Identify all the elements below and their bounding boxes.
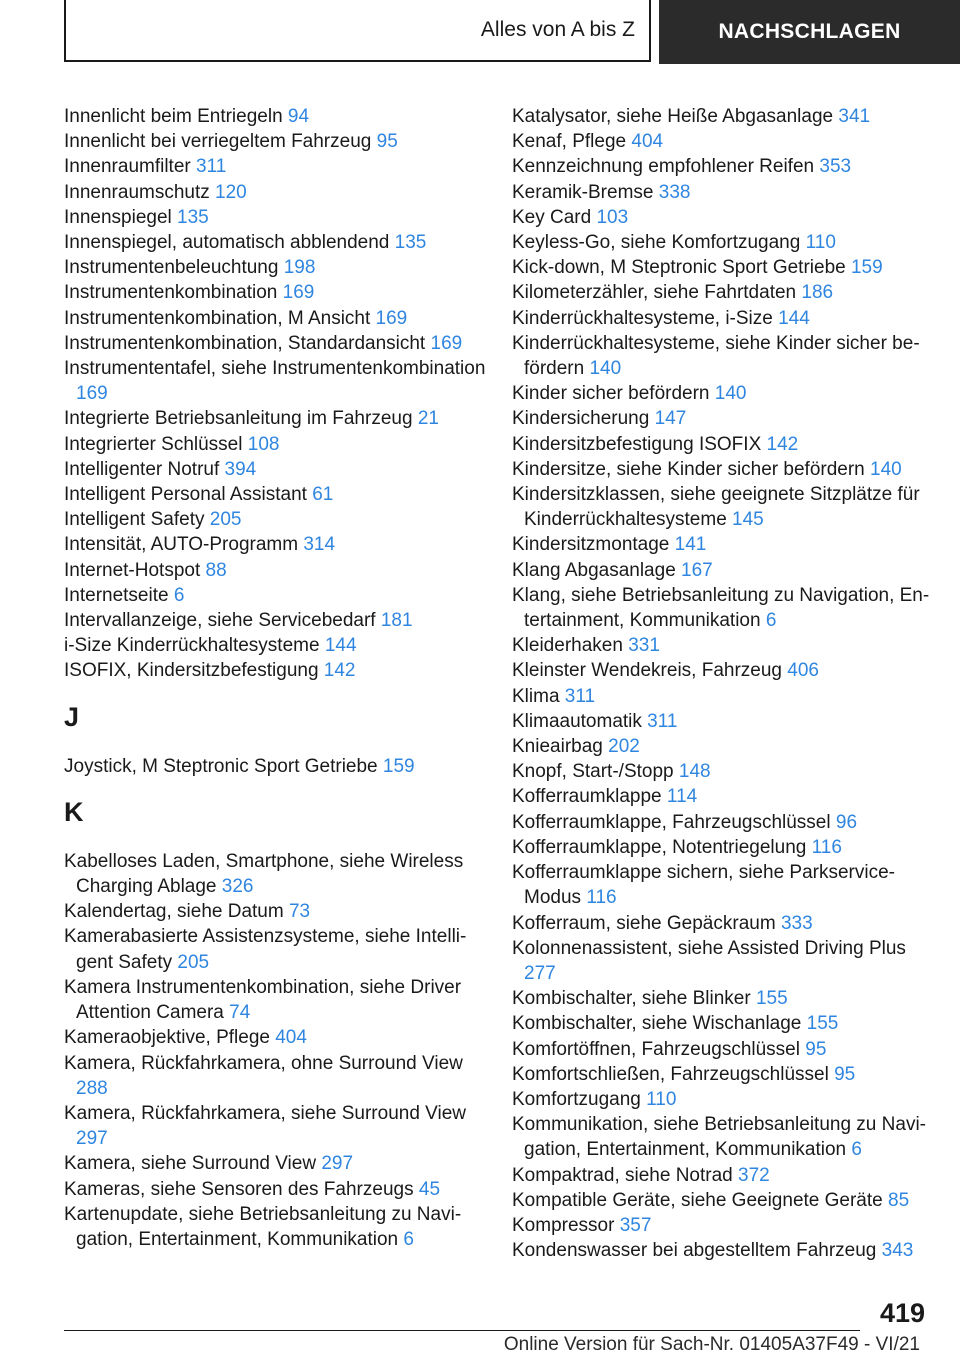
index-term: Kolonnenassistent, siehe Assisted Driving Plus	[512, 937, 906, 959]
index-entry	[512, 558, 942, 583]
index-term: Kamera Instrumentenkombination, siehe Driver Attention Camera	[64, 976, 462, 1024]
index-entry	[64, 154, 494, 179]
page-reference-link[interactable]: 116	[811, 836, 842, 858]
index-term: Kamerabasierte Assistenzsysteme, siehe Intelligent Safety	[64, 926, 467, 973]
page-reference-link[interactable]: 205	[177, 951, 210, 973]
page-reference-link[interactable]: 141	[674, 534, 707, 556]
index-entry	[64, 507, 494, 532]
page-reference-link[interactable]: 353	[819, 156, 852, 178]
page-reference-link[interactable]: 114	[666, 786, 698, 808]
page-reference-link[interactable]: 406	[787, 660, 819, 682]
index-entry	[512, 1087, 942, 1112]
index-entry	[64, 633, 494, 658]
page-reference-link[interactable]: 142	[323, 660, 356, 682]
page-reference-link[interactable]: 338	[658, 181, 691, 203]
index-entry	[64, 849, 494, 899]
index-term: Keramik-Bremse	[512, 181, 654, 203]
page-reference-link[interactable]: 95	[376, 131, 398, 153]
page-reference-link[interactable]: 74	[229, 1002, 251, 1024]
index-term: Kamera, Rückfahrkamera, ohne Surround View	[64, 1052, 463, 1074]
index-entry	[512, 1011, 942, 1036]
index-term: Key Card	[512, 206, 592, 228]
index-entry	[512, 532, 942, 557]
page-header	[64, 0, 960, 64]
page-reference-link[interactable]: 135	[394, 232, 427, 254]
page-reference-link[interactable]: 6	[851, 1139, 862, 1161]
index-term: Klimaautomatik	[512, 710, 642, 732]
page-reference-link[interactable]: 198	[283, 257, 316, 279]
index-entry	[64, 280, 494, 305]
page-reference-link[interactable]: 144	[778, 307, 810, 329]
index-entry	[64, 1051, 494, 1101]
index-entry	[512, 1238, 942, 1263]
index-entry	[64, 406, 494, 431]
page-reference-link[interactable]: 140	[870, 458, 902, 480]
index-term: Knieairbag	[512, 736, 603, 758]
page-reference-link[interactable]: 181	[380, 610, 413, 632]
index-term: Integrierter Schlüssel	[64, 433, 243, 455]
page-reference-link[interactable]: 140	[589, 358, 622, 380]
page-reference-link[interactable]: 314	[303, 534, 336, 556]
index-entry	[64, 129, 494, 154]
index-term: Instrumentenbeleuchtung	[64, 257, 279, 279]
index-entry	[64, 432, 494, 457]
index-entry	[512, 835, 942, 860]
page-number: 419	[879, 1298, 925, 1328]
page-reference-link[interactable]: 95	[834, 1063, 856, 1085]
page-reference-link[interactable]: 144	[324, 635, 357, 657]
index-term: Klima	[512, 685, 560, 707]
index-term: Kick-down, M Steptronic Sport Getriebe	[512, 257, 846, 279]
index-entry	[512, 684, 942, 709]
index-entry	[64, 104, 494, 129]
index-term: Kinderrückhaltesysteme, siehe Kinder sicher befördern	[512, 332, 920, 380]
index-term: Kartenupdate, siehe Betriebsanleitung zu Navigation, Entertainment, Kommunikation	[64, 1203, 462, 1250]
index-entry	[512, 255, 942, 280]
index-entry	[512, 784, 942, 809]
index-entry	[512, 734, 942, 759]
index-entry	[512, 759, 942, 784]
index-term: Kofferraumklappe sichern, siehe Parkservice-Modus	[512, 862, 895, 909]
index-entry	[512, 129, 942, 154]
page-reference-link[interactable]: 73	[288, 901, 311, 923]
page-reference-link[interactable]: 277	[524, 962, 556, 984]
page-reference-link[interactable]: 311	[196, 156, 227, 178]
index-term: Kameras, siehe Sensoren des Fahrzeugs	[64, 1178, 414, 1200]
index-term: Kamera, siehe Surround View	[64, 1153, 317, 1175]
index-term: Kompaktrad, siehe Notrad	[512, 1164, 733, 1186]
index-entry	[512, 810, 942, 835]
index-term: Instrumentenkombination	[64, 282, 278, 304]
index-entry	[512, 381, 942, 406]
index-term: Kombischalter, siehe Wischanlage	[512, 1013, 802, 1035]
index-entry	[512, 154, 942, 179]
page-reference-link[interactable]: 61	[312, 484, 334, 506]
index-entry	[512, 306, 942, 331]
index-entry	[512, 1188, 942, 1213]
index-term: Kenaf, Pflege	[512, 131, 627, 153]
page-reference-link[interactable]: 6	[765, 610, 777, 632]
page-reference-link[interactable]: 145	[732, 509, 764, 531]
index-term: Kilometerzähler, siehe Fahrtdaten	[512, 282, 797, 304]
index-column-left	[64, 104, 494, 1252]
index-term: Joystick, M Steptronic Sport Getriebe	[64, 755, 378, 777]
index-term: Kinderrückhaltesysteme, i-Size	[512, 307, 773, 329]
index-entry	[64, 583, 494, 608]
index-term: Intelligent Safety	[64, 509, 205, 531]
index-term: Kabelloses Laden, Smartphone, siehe Wireless Charging Ablage	[64, 850, 464, 898]
page-reference-link[interactable]: 343	[881, 1240, 914, 1262]
index-entry	[512, 986, 942, 1011]
index-term: Innenraumfilter	[64, 156, 191, 178]
index-entry	[512, 1037, 942, 1062]
page-reference-link[interactable]: 108	[247, 433, 280, 455]
page-reference-link[interactable]: 140	[714, 383, 747, 405]
page-reference-link[interactable]: 142	[766, 433, 799, 455]
page-reference-link[interactable]: 394	[224, 458, 257, 480]
page-reference-link[interactable]: 155	[806, 1013, 839, 1035]
index-entry	[512, 280, 942, 305]
index-term: Keyless-Go, siehe Komfortzugang	[512, 232, 801, 254]
index-entry	[64, 1177, 494, 1202]
index-entry	[64, 457, 494, 482]
page-reference-link[interactable]: 45	[418, 1178, 441, 1200]
index-term: Kofferraumklappe	[512, 786, 662, 808]
index-entry	[512, 406, 942, 431]
page-reference-link[interactable]: 297	[76, 1128, 108, 1150]
index-term: Kindersitze, siehe Kinder sicher befördern	[512, 458, 865, 480]
page-reference-link[interactable]: 159	[382, 755, 415, 777]
index-term: Kompressor	[512, 1214, 615, 1236]
index-entry	[64, 230, 494, 255]
page-reference-link[interactable]: 85	[888, 1189, 910, 1211]
index-term: Intervallanzeige, siehe Servicebedarf	[64, 610, 376, 632]
index-term: Kleinster Wendekreis, Fahrzeug	[512, 660, 782, 682]
index-entry	[64, 558, 494, 583]
page-reference-link[interactable]: 333	[780, 912, 813, 934]
index-letter-heading: J	[64, 701, 80, 732]
index-term: Instrumentenkombination, M Ansicht	[64, 307, 371, 329]
index-entry	[64, 356, 494, 406]
page-reference-link[interactable]: 21	[417, 408, 439, 430]
index-term: Integrierte Betriebsanleitung im Fahrzeug	[64, 408, 413, 430]
index-term: Internetseite	[64, 584, 169, 606]
page-reference-link[interactable]: 341	[838, 106, 871, 127]
page-reference-link[interactable]: 110	[646, 1088, 677, 1110]
index-term: Klang, siehe Betriebsanleitung zu Navigation, Entertainment, Kommunikation	[512, 584, 930, 632]
index-term: Intelligenter Notruf	[64, 458, 220, 480]
index-term: Innenraumschutz	[64, 181, 210, 203]
page-reference-link[interactable]: 96	[835, 811, 858, 833]
index-term: Internet-Hotspot	[64, 559, 201, 581]
index-column-right	[512, 104, 942, 1263]
index-term: Kameraobjektive, Pflege	[64, 1027, 270, 1049]
page-reference-link[interactable]: 169	[375, 307, 408, 329]
index-entry	[512, 1163, 942, 1188]
page-reference-link[interactable]: 95	[805, 1038, 827, 1060]
page-reference-link[interactable]: 326	[221, 876, 254, 898]
page-reference-link[interactable]: 311	[564, 685, 596, 707]
page-reference-link[interactable]: 103	[596, 206, 629, 228]
index-term: Kinder sicher befördern	[512, 383, 710, 405]
index-entry	[64, 205, 494, 230]
index-term: Instrumententafel, siehe Instrumentenkombination	[64, 358, 486, 380]
page-reference-link[interactable]: 404	[631, 131, 664, 153]
page-reference-link[interactable]: 167	[681, 559, 713, 581]
index-term: Knopf, Start-/Stopp	[512, 761, 674, 783]
page-reference-link[interactable]: 110	[805, 232, 836, 254]
index-term: Intelligent Personal Assistant	[64, 484, 307, 506]
index-term: Kalendertag, siehe Datum	[64, 901, 284, 923]
index-letter-heading: K	[64, 796, 84, 827]
page-reference-link[interactable]: 288	[76, 1077, 108, 1099]
page-reference-link[interactable]: 311	[647, 710, 678, 732]
footer-divider	[64, 1330, 860, 1331]
index-entry	[512, 936, 942, 986]
index-term: Kindersitzklassen, siehe geeignete Sitzplätze für Kinderrückhaltesysteme	[512, 484, 920, 531]
index-entry	[512, 331, 942, 381]
index-entry	[512, 633, 942, 658]
index-term: Kondenswasser bei abgestelltem Fahrzeug	[512, 1240, 877, 1262]
index-entry	[512, 104, 942, 129]
page-reference-link[interactable]: 147	[654, 408, 687, 430]
index-entry	[512, 1062, 942, 1087]
page-reference-link[interactable]: 372	[738, 1164, 770, 1186]
index-term: Komfortöffnen, Fahrzeugschlüssel	[512, 1038, 800, 1060]
page-reference-link[interactable]: 135	[177, 206, 209, 228]
page-reference-link[interactable]: 148	[678, 761, 711, 783]
page-reference-link[interactable]: 120	[215, 181, 247, 203]
page-reference-link[interactable]: 155	[755, 988, 788, 1010]
index-term: Kombischalter, siehe Blinker	[512, 988, 751, 1010]
page-reference-link[interactable]: 159	[850, 257, 883, 279]
index-entry	[64, 306, 494, 331]
index-entry	[512, 230, 942, 255]
index-term: Kompatible Geräte, siehe Geeignete Geräte	[512, 1189, 883, 1211]
index-term: Komfortschließen, Fahrzeugschlüssel	[512, 1063, 829, 1085]
footer-text: Online Version für Sach-Nr. 01405A37F49 - VI/21	[503, 1334, 920, 1355]
index-entry	[64, 331, 494, 356]
page-reference-link[interactable]: 186	[801, 282, 834, 304]
index-term: Kofferraumklappe, Fahrzeugschlüssel	[512, 811, 831, 833]
index-entry	[512, 583, 942, 633]
index-term: Innenlicht bei verriegeltem Fahrzeug	[64, 131, 372, 153]
index-entry	[64, 532, 494, 557]
index-entry	[64, 658, 494, 683]
index-entry	[512, 482, 942, 532]
index-entry	[512, 709, 942, 734]
index-term: Kofferraumklappe, Notentriegelung	[512, 836, 807, 858]
index-entry	[64, 608, 494, 633]
index-entry	[64, 255, 494, 280]
index-term: Kennzeichnung empfohlener Reifen	[512, 156, 815, 178]
page-reference-link[interactable]: 6	[403, 1228, 414, 1250]
index-term: Innenspiegel	[64, 206, 172, 228]
index-term: Komfortzugang	[512, 1088, 641, 1110]
index-term: Instrumentenkombination, Standardansicht	[64, 332, 426, 354]
page-reference-link[interactable]: 169	[76, 383, 108, 405]
index-term: Klang Abgasanlage	[512, 559, 676, 581]
index-entry	[64, 754, 494, 779]
index-entry	[512, 180, 942, 205]
index-entry	[512, 205, 942, 230]
index-term: Kindersicherung	[512, 408, 650, 430]
page-reference-link[interactable]: 297	[321, 1153, 354, 1175]
index-entry	[64, 1101, 494, 1151]
index-entry	[512, 911, 942, 936]
index-entry	[64, 899, 494, 924]
index-term: ISOFIX, Kindersitzbefestigung	[64, 660, 319, 682]
index-term: Innenlicht beim Entriegeln	[64, 106, 283, 127]
page-reference-link[interactable]: 331	[628, 635, 660, 657]
index-term: Kleiderhaken	[512, 635, 623, 657]
page-reference-link[interactable]: 6	[173, 584, 185, 606]
index-term: Kommunikation, siehe Betriebsanleitung zu Navigation, Entertainment, Kommunikation	[512, 1114, 926, 1161]
index-entry	[64, 924, 494, 974]
page-reference-link[interactable]: 94	[287, 106, 310, 127]
section-title: Alles von A bis Z	[64, 0, 651, 62]
index-entry	[512, 1213, 942, 1238]
index-entry	[64, 975, 494, 1025]
index-term: Kamera, Rückfahrkamera, siehe Surround View	[64, 1102, 467, 1124]
page-reference-link[interactable]: 357	[619, 1214, 652, 1236]
index-term: Kindersitzbefestigung ISOFIX	[512, 433, 762, 455]
index-term: Innenspiegel, automatisch abblendend	[64, 232, 390, 254]
chapter-tab: NACHSCHLAGEN	[659, 0, 960, 64]
index-term: Intensität, AUTO-Programm	[64, 534, 299, 556]
page-reference-link[interactable]: 169	[430, 332, 463, 354]
index-entry	[64, 1202, 494, 1252]
index-term: Kindersitzmontage	[512, 534, 670, 556]
index-entry	[512, 658, 942, 683]
page-reference-link[interactable]: 88	[205, 559, 227, 581]
index-entry	[512, 457, 942, 482]
index-entry	[64, 1025, 494, 1050]
index-entry	[64, 180, 494, 205]
page-reference-link[interactable]: 205	[209, 509, 242, 531]
index-entry	[64, 1151, 494, 1176]
index-entry	[512, 860, 942, 910]
index-term: i-Size Kinderrückhaltesysteme	[64, 635, 320, 657]
page-reference-link[interactable]: 169	[282, 282, 315, 304]
index-entry	[512, 432, 942, 457]
index-entry	[64, 482, 494, 507]
index-term: Kofferraum, siehe Gepäckraum	[512, 912, 776, 934]
page-reference-link[interactable]: 116	[586, 887, 617, 909]
page-reference-link[interactable]: 202	[608, 736, 640, 758]
page-reference-link[interactable]: 404	[275, 1027, 307, 1049]
index-entry	[512, 1112, 942, 1162]
index-term: Katalysator, siehe Heiße Abgasanlage	[512, 106, 834, 127]
